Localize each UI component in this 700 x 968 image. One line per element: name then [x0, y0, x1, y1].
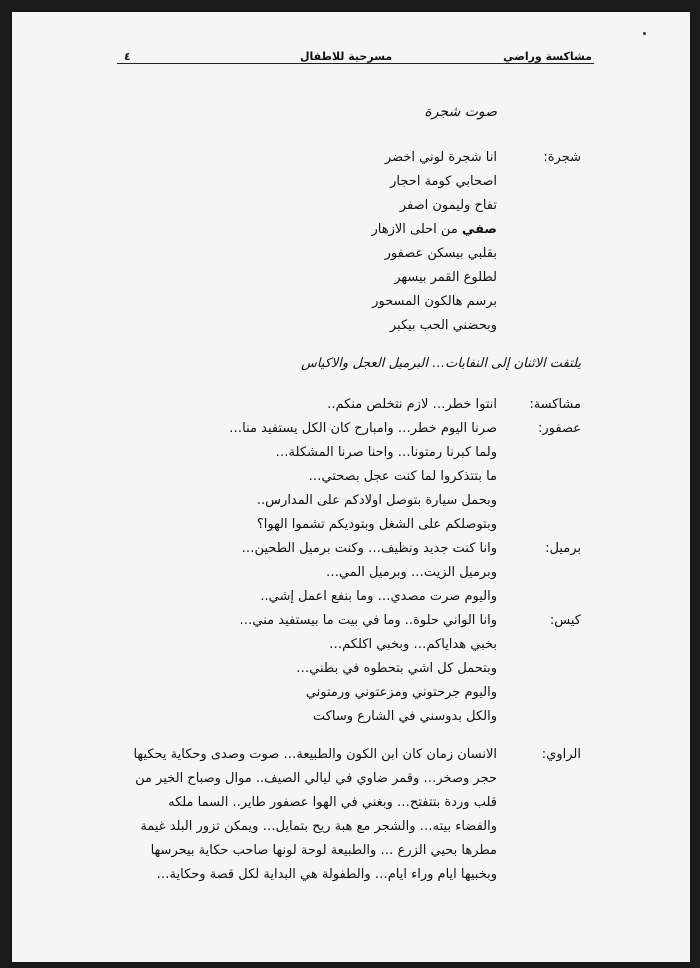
dialogue-line: وبرميل الزيت… وبرميل المي… [325, 565, 497, 580]
dialogue-line: والكل بدوسني في الشارع وساكت [312, 709, 497, 724]
speaker-tree: شجرة: [543, 150, 581, 165]
header-subtitle: مسرحية للاطفال [300, 50, 393, 63]
header-rule [117, 63, 594, 64]
narrator-line: وبخبيها ايام وراء ايام… والطفولة هي البداية لكل قصة وحكاية… [156, 867, 497, 882]
speaker-label: كيس: [549, 613, 581, 628]
narrator-line: حجر وصخر… وقمر ضاوي في ليالي الصيف.. موال وصباح الخير من [135, 771, 497, 786]
narrator-line: مطرها بحيي الزرع … والطبيعة لوحة لونها صاحب حكاية بيحرسها [150, 843, 497, 858]
dialogue-line: واليوم صرت مصدي… وما بنفع اعمل إشي.. [260, 589, 497, 604]
narrator-line: والفضاء بيته… والشجر مع هبة ريح بتمايل… ويمكن تزور البلد غيمة [140, 819, 497, 834]
header-title: مشاكسة وراضي [503, 50, 592, 63]
speaker-label: برميل: [545, 541, 581, 556]
speaker-label: مشاكسة: [529, 397, 581, 412]
tree-line [371, 222, 497, 237]
dialogue-line: انتوا خطر… لازم نتخلص منكم.. [327, 397, 497, 412]
narrator-line: الانسان زمان كان ابن الكون والطبيعة… صوت وصدى وحكاية يحكيها [133, 747, 497, 762]
narrator-line: قلب وردة بتتفتح… وبغني في الهوا عصفور طاير.. السما ملكه [168, 795, 497, 810]
dialogue-line: بخبي هداياكم… وبخبي اكلكم… [329, 637, 497, 652]
scene-heading: صوت شجرة [424, 104, 497, 120]
tree-line: انا شجرة لوني اخضر [384, 150, 497, 165]
tree-line: وبحضني الحب بيكبر [389, 318, 497, 333]
dialogue-line: وبحمل سيارة بتوصل اولادكم على المدارس.. [256, 493, 497, 508]
dialogue-line: وانا الواني حلوة.. وما في بيت ما بيستفيد مني… [239, 613, 497, 628]
tree-line: اصحابي كومة احجار [390, 174, 497, 189]
tree-line: برسم هالكون المسحور [372, 294, 497, 309]
page-number: ٤ [124, 50, 131, 63]
tree-line: تفاح وليمون اصفر [399, 198, 497, 213]
speaker-narrator: الراوي: [541, 747, 581, 762]
dialogue-line: وبتحمل كل اشي بتحطوه في بطني… [296, 661, 497, 676]
dialogue-line: وبتوصلكم على الشغل وبتوديكم تشموا الهوا؟ [256, 517, 497, 532]
speaker-label: عصفور: [538, 421, 581, 436]
dialogue-line: ما بتتذكروا لما كنت عجل بصحتي… [308, 469, 497, 484]
dialogue-line: ولما كبرنا رمتونا… واحنا صرنا المشكلة… [275, 445, 497, 460]
tree-line-text: من احلى الازهار [371, 222, 458, 237]
document-page [12, 12, 690, 962]
tree-line: بقلبي بيسكن عصفور [384, 246, 497, 261]
stage-direction: يلتفت الاثنان إلى النفايات… البرميل العجل والاكياس [300, 356, 581, 371]
bold-word: صفي [461, 222, 497, 237]
tree-line: لطلوع القمر بيسهر [394, 270, 497, 285]
dialogue-line: وانا كنت جديد ونظيف… وكنت برميل الطحين… [241, 541, 497, 556]
dialogue-line: واليوم جرحتوني ومزعتوني ورمتوني [305, 685, 497, 700]
corner-mark [643, 32, 646, 35]
dialogue-line: صرنا اليوم خطر… وامبارح كان الكل يستفيد منا… [229, 421, 497, 436]
